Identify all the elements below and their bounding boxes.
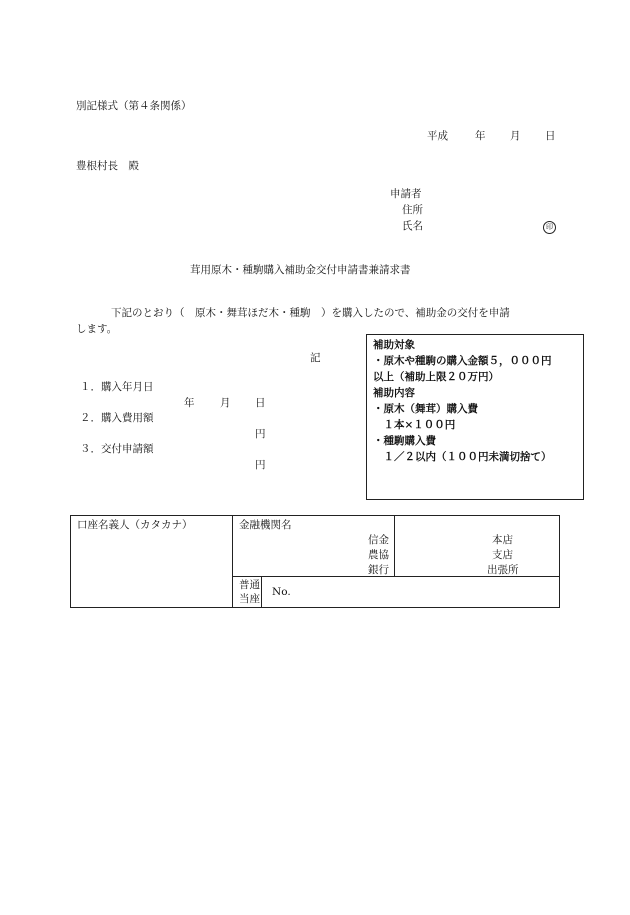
notice-line: ・原木（舞茸）購入費: [373, 403, 478, 415]
subsidy-notice-box: [366, 334, 584, 500]
ki-mark: 記: [310, 352, 321, 364]
item-grant-amount-label: ３．交付申請額: [80, 443, 154, 455]
item-purchase-date-day: 日: [255, 397, 266, 409]
notice-line: 補助対象: [373, 339, 415, 351]
account-holder-label: 口座名義人（カタカナ）: [77, 519, 193, 531]
body-line-1: 下記のとおり（ 原木・舞茸ほだ木・種駒 ）を購入したので、補助金の交付を申請: [111, 307, 510, 319]
item-purchase-date-year: 年: [184, 397, 195, 409]
date-month: 月: [510, 130, 521, 142]
institution-type-shinkin: 信金: [368, 534, 389, 546]
notice-line: 補助内容: [373, 387, 415, 399]
addressee: 豊根村長 殿: [76, 160, 139, 172]
notice-line: 以上（補助上限２０万円）: [373, 371, 499, 383]
institution-type-bank: 銀行: [368, 564, 389, 576]
date-year: 年: [475, 130, 486, 142]
branch-type-branch: 支店: [492, 549, 513, 561]
branch-type-main: 本店: [492, 534, 513, 546]
bank-account-table: [70, 515, 560, 608]
branch-type-office: 出張所: [487, 564, 519, 576]
notice-line: ・原木や種駒の購入金額５，０００円: [373, 355, 552, 367]
bank-name-label: 金融機関名: [239, 519, 292, 531]
account-type-current: 当座: [239, 593, 260, 605]
date-day: 日: [545, 130, 556, 142]
item-purchase-date-month: 月: [220, 397, 231, 409]
form-label: 別記様式（第４条関係）: [76, 100, 192, 112]
table-divider: [261, 576, 262, 607]
notice-line: １本×１００円: [373, 419, 456, 431]
item-purchase-date-label: １．購入年月日: [80, 381, 154, 393]
item-grant-amount-unit: 円: [255, 459, 266, 471]
account-number-label: No.: [272, 586, 291, 598]
seal-mark: 印: [543, 221, 556, 234]
body-line-2: します。: [76, 323, 118, 335]
applicant-address-label: 住所: [402, 204, 423, 216]
table-divider: [394, 516, 395, 576]
notice-line: ・種駒購入費: [373, 435, 436, 447]
account-type-ordinary: 普通: [239, 579, 260, 591]
date-era: 平成: [427, 130, 448, 142]
item-purchase-cost-label: ２．購入費用額: [80, 412, 154, 424]
institution-type-nokyo: 農協: [368, 549, 389, 561]
table-divider: [232, 516, 233, 607]
notice-line: １／２以内（１００円未満切捨て）: [373, 451, 552, 463]
applicant-label: 申請者: [390, 188, 422, 200]
item-purchase-cost-unit: 円: [255, 428, 266, 440]
applicant-name-label: 氏名: [402, 220, 423, 232]
document-title: 茸用原木・種駒購入補助金交付申請書兼請求書: [190, 264, 411, 276]
